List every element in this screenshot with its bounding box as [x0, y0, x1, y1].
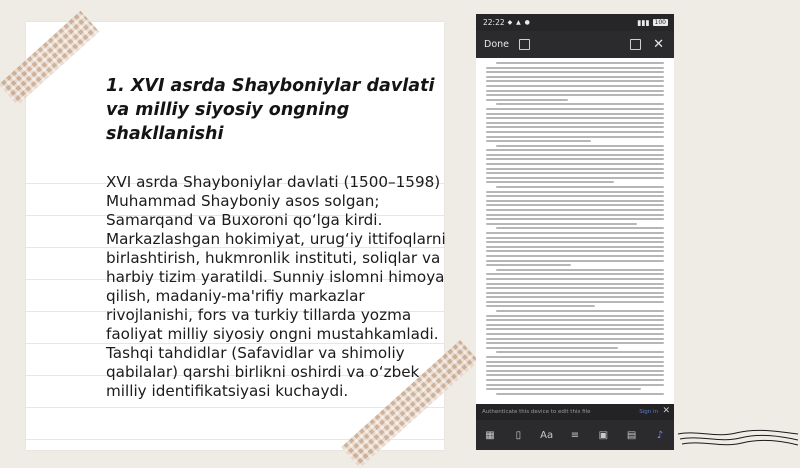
document-text-line — [486, 347, 618, 349]
document-text-line — [486, 305, 595, 307]
view-mode-icon[interactable] — [519, 39, 530, 50]
document-text-line — [486, 241, 664, 243]
document-text-line — [496, 269, 664, 271]
signal-icon: ▮▮▮ — [637, 18, 650, 27]
sign-in-link[interactable]: Sign in — [639, 409, 658, 415]
scribble-decoration — [676, 428, 800, 450]
document-text-line — [486, 301, 664, 303]
edit-icon[interactable] — [630, 39, 641, 50]
document-text-line — [486, 374, 664, 376]
close-icon[interactable]: ✕ — [653, 37, 664, 52]
document-text-line — [496, 393, 664, 395]
document-text-line — [486, 177, 664, 179]
document-text-line — [486, 292, 664, 294]
document-text-line — [486, 384, 664, 386]
document-text-line — [486, 356, 664, 358]
document-text-line — [496, 62, 664, 64]
document-text-line — [486, 214, 664, 216]
document-text-line — [486, 278, 664, 280]
document-text-line — [486, 71, 664, 73]
status-right — [637, 18, 668, 27]
document-text-line — [486, 324, 664, 326]
document-text-line — [486, 99, 568, 101]
document-text-line — [486, 328, 664, 330]
document-text-line — [486, 122, 664, 124]
document-text-line — [496, 186, 664, 188]
document-text-line — [486, 283, 664, 285]
document-text-line — [486, 315, 664, 317]
document-text-line — [486, 94, 664, 96]
document-text-line — [486, 149, 664, 151]
document-text-line — [486, 181, 614, 183]
document-text-line — [486, 333, 664, 335]
document-text-line — [486, 260, 664, 262]
document-text-line — [486, 191, 664, 193]
banner-close-icon[interactable]: ✕ — [662, 406, 670, 416]
document-text-line — [486, 365, 664, 367]
document-text-line — [486, 232, 664, 234]
document-text-line — [486, 168, 664, 170]
document-text-line — [486, 218, 664, 220]
document-text-line — [486, 370, 664, 372]
document-text-line — [486, 117, 664, 119]
read-mode-icon[interactable]: ▯ — [515, 429, 522, 441]
document-text-line — [496, 103, 664, 105]
status-time: 22:22 — [483, 18, 505, 27]
document-text-line — [486, 255, 664, 257]
phone-screenshot — [476, 14, 674, 450]
document-text-line — [486, 85, 664, 87]
document-text-line — [486, 158, 664, 160]
document-text-line — [486, 388, 641, 390]
grid-view-icon[interactable]: ▦ — [485, 429, 495, 441]
document-text-line — [486, 246, 664, 248]
bottom-toolbar — [476, 420, 674, 450]
done-button[interactable]: Done — [484, 39, 509, 50]
document-text-line — [486, 90, 664, 92]
slide-paper — [26, 22, 444, 450]
document-text-line — [486, 80, 664, 82]
document-text-line — [486, 338, 664, 340]
document-text-line — [486, 296, 664, 298]
document-text-line — [486, 204, 664, 206]
status-bar — [476, 14, 674, 31]
document-text-line — [486, 76, 664, 78]
tools-icon[interactable]: ▤ — [626, 429, 637, 441]
document-text-line — [496, 227, 664, 229]
paragraph-icon[interactable]: ≡ — [570, 429, 580, 441]
notification-icons: ◆ ▲ ● — [507, 19, 531, 26]
document-page — [486, 62, 664, 402]
document-text-line — [486, 237, 664, 239]
microphone-icon[interactable]: ♪ — [656, 429, 664, 441]
document-text-line — [486, 67, 664, 69]
document-text-line — [486, 140, 591, 142]
document-text-line — [486, 223, 637, 225]
document-text-line — [486, 273, 664, 275]
document-text-line — [486, 379, 664, 381]
document-text-line — [486, 108, 664, 110]
document-text-line — [486, 264, 571, 266]
document-text-line — [486, 319, 664, 321]
document-text-line — [486, 136, 664, 138]
toolbar-right — [620, 38, 664, 51]
document-text-line — [486, 195, 664, 197]
banner-message: Authenticate this device to edit this file — [482, 409, 591, 415]
document-text-line — [486, 113, 664, 115]
document-text-line — [486, 154, 664, 156]
document-text-line — [496, 310, 664, 312]
battery-icon: 100 — [654, 19, 666, 26]
document-text-line — [486, 250, 664, 252]
document-text-line — [486, 200, 664, 202]
document-text-line — [486, 361, 664, 363]
document-text-line — [486, 131, 664, 133]
document-text-line — [496, 351, 664, 353]
document-text-line — [486, 126, 664, 128]
image-icon[interactable]: ▣ — [598, 429, 609, 441]
document-text-line — [486, 172, 664, 174]
document-text-line — [496, 145, 664, 147]
document-text-line — [486, 342, 664, 344]
slide-body-text: XVI asrda Shayboniylar davlati (1500–1598) Muhammad Shayboniy asos solgan; Samarqand va Buxoroni qo‘lga kirdi. Markazlashgan hokimiyat, urug‘iy ittifoqlarni birlashtirish, hukmronlik instituti, soliqlar va harbiy tizim yaratildi. Sunniy islomni himoya qilish, madaniy-ma'rifiy markazlar rivojlanishi, fors va turkiy tillarda yozma faoliyat milliy siyosiy ongni mustahkamladi. Tashqi tahdidlar (Safavidlar va shimoliy qabilalar) qarshi birlikni oshirdi va o‘zbek milliy identifikatsiyasi kuchaydi. — [106, 173, 446, 400]
document-text-line — [486, 163, 664, 165]
slide-title: 1. XVI asrda Shayboniylar davlati va milliy siyosiy ongning shakllanishi — [106, 76, 435, 144]
sign-in-banner — [476, 404, 674, 420]
document-text-line — [486, 287, 664, 289]
document-text-line — [486, 209, 664, 211]
viewer-toolbar — [476, 31, 674, 58]
font-size-icon[interactable]: Aa — [540, 429, 554, 441]
